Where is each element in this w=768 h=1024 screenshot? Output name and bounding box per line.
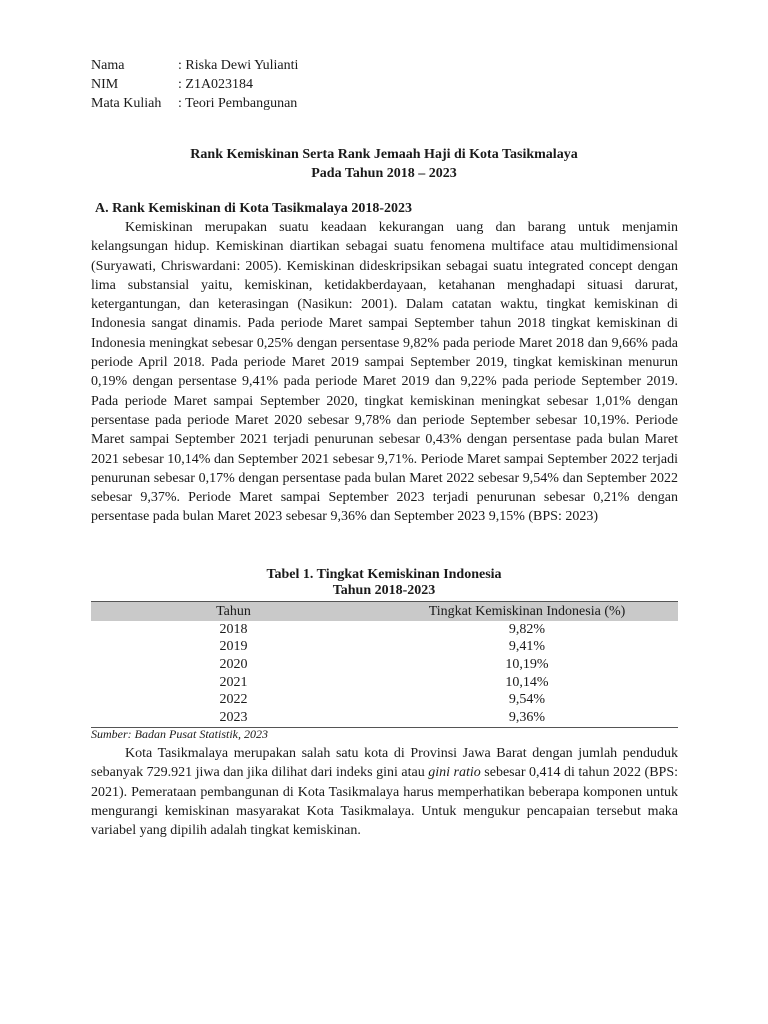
table-row [91, 691, 678, 709]
table-row [91, 709, 678, 727]
table-row [91, 656, 678, 674]
document-title [0, 145, 768, 183]
nama-value: : Riska Dewi Yulianti [178, 58, 299, 73]
section-a-heading: A. Rank Kemiskinan di Kota Tasikmalaya 2018-2023 [95, 201, 413, 216]
mata-kuliah-label: Mata Kuliah [91, 96, 162, 111]
nim-label: NIM [91, 77, 119, 92]
year-cell: 2020 [219, 656, 248, 672]
paragraph2-text-2: sebesar 0,414 di tahun 2022 (BPS: 2021). Pemerataan pembangunan di Kota Tasikmalaya harus memperhatikan beberapa komponen untuk mengurangi kemiskinan masyarakat Kota Tasikmalaya. Untuk mengukur pencapaian tersebut maka variabel yang dipilih adalah tingkat kemiskinan. [91, 765, 679, 839]
poverty-table [91, 601, 678, 728]
year-cell: 2022 [219, 692, 248, 708]
rate-cell: 10,14% [505, 674, 549, 690]
table-row [91, 639, 678, 657]
table-row [91, 621, 678, 639]
year-cell: 2023 [91, 709, 376, 727]
year-cell: 2019 [219, 639, 248, 655]
rate-cell: 9,82% [508, 621, 546, 637]
year-cell: 2018 [219, 621, 248, 637]
info-row-mata-kuliah [91, 94, 298, 113]
nim-value: : Z1A023184 [178, 77, 254, 92]
gini-ratio-term: gini ratio [428, 765, 481, 781]
table-source: Sumber: Badan Pusat Statistik, 2023 [91, 727, 268, 741]
rate-cell: 9,54% [508, 692, 546, 708]
table-caption-line-2: Tahun 2018-2023 [332, 583, 436, 598]
paragraph2-text-1: Kota Tasikmalaya merupakan salah satu kota di Provinsi Jawa Barat dengan jumlah penduduk sebanyak 729.921 jiwa dan jika dilihat dari indeks gini atau [91, 746, 678, 781]
title-line-2: Pada Tahun 2018 – 2023 [311, 166, 457, 181]
table-header-row [91, 602, 678, 622]
column-header-tingkat: Tingkat Kemiskinan Indonesia (%) [376, 602, 678, 622]
title-line-1: Rank Kemiskinan Serta Rank Jemaah Haji di Kota Tasikmalaya [190, 147, 578, 162]
info-row-nama [91, 56, 298, 75]
info-row-nim [91, 75, 298, 94]
student-info [91, 56, 298, 113]
table-caption [0, 567, 768, 599]
column-header-tahun: Tahun [91, 602, 376, 622]
mata-kuliah-value: : Teori Pembangunan [178, 96, 298, 111]
section-a-paragraph: Kemiskinan merupakan suatu keadaan kekurangan uang dan barang untuk menjamin kelangsungan hidup. Kemiskinan diartikan sebagai suatu fenomena multiface atau multidimensional (Suryawati, Chriswardani: 2005). Kemiskinan dideskripsikan sebagai suatu integrated concept dengan lima substansial yaitu, kemiskinan, ketidakberdayaan, ketahanan menghadapi situasi darurat, ketergantungan, dan keterasingan (Nasikun: 2001). Dalam catatan waktu, tingkat kemiskinan di Indonesia sangat dinamis. Pada periode Maret sampai September tahun 2018 tingkat kemiskinan di Indonesia meningkat sebesar 0,25% dengan persentase 9,82% pada periode Maret 2018 dan 9,66% pada periode April 2018. Pada periode Maret 2019 sampai September 2019, tingkat kemiskinan menurun 0,19% dengan persentase 9,41% pada periode Maret 2019 dan 9,22% pada periode September 2019. Pada periode Maret sampai September 2020, tingkat kemiskinan meningkat sebesar 1,01% dengan persentase pada periode Maret 2020 sebesar 9,78% dan periode September sebesar 10,19%. Periode Maret sampai September 2021 terjadi penurunan sebesar 0,43% dengan persentase pada bulan Maret 2021 sebesar 10,14% dan September 2021 sebesar 9,71%. Periode Maret sampai September 2022 terjadi penurunan sebesar 0,17% dengan persentase pada bulan Maret 2022 sebesar 9,54% dan September 2022 sebesar 9,37%. Periode Maret sampai September 2023 terjadi penurunan sebesar 0,21% dengan persentase pada bulan Maret 2023 sebesar 9,36% dan September 2023 9,15% (BPS: 2023) [91, 220, 678, 525]
tasikmalaya-paragraph [91, 744, 678, 840]
table-caption-line-1: Tabel 1. Tingkat Kemiskinan Indonesia [266, 567, 502, 582]
year-cell: 2021 [219, 674, 248, 690]
rate-cell: 9,36% [376, 709, 678, 727]
rate-cell: 9,41% [508, 639, 546, 655]
nama-label: Nama [91, 58, 125, 73]
table-row [91, 674, 678, 692]
rate-cell: 10,19% [505, 656, 549, 672]
